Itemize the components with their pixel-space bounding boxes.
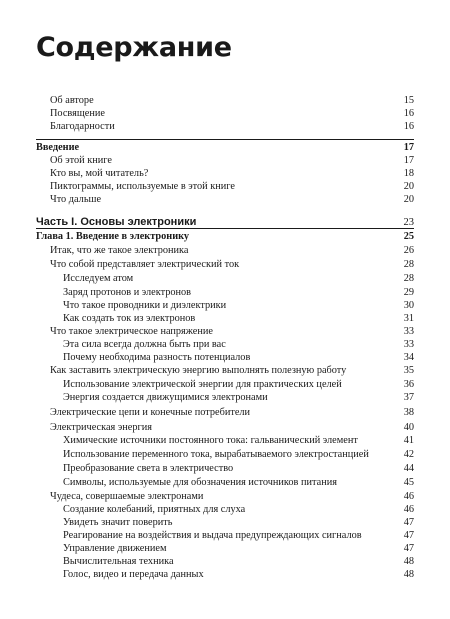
toc-entry (0, 107, 450, 120)
toc-entry (0, 568, 450, 581)
toc-entry (0, 490, 450, 503)
toc-entry (0, 378, 450, 391)
toc-entry-label: Глава 1. Введение в электронику (36, 231, 190, 242)
toc-entry-page-number: 30 (403, 300, 414, 311)
toc-entry (0, 391, 450, 404)
toc-entry (0, 338, 450, 351)
toc-entry (0, 299, 450, 312)
toc-entry-label: Почему необходима разность потенциалов (63, 352, 251, 363)
toc-entry-label: Об авторе (50, 95, 94, 106)
toc-entry-label: Благодарности (50, 121, 115, 132)
toc-entry-page-number: 23 (403, 217, 414, 228)
toc-entry-page-number: 25 (403, 231, 414, 242)
toc-entry-label: Об этой книге (50, 155, 112, 166)
toc-entry (0, 312, 450, 325)
toc-entry-page-number: 41 (403, 435, 414, 446)
toc-entry-label: Управление движением (63, 543, 167, 554)
page-title: Содержание (36, 32, 232, 63)
toc-entry (0, 230, 450, 243)
toc-entry-label: Итак, что же такое электроника (50, 245, 189, 256)
toc-entry-page-number: 45 (403, 477, 414, 488)
toc-entry-page-number: 20 (403, 181, 414, 192)
toc-entry-page-number: 47 (403, 543, 414, 554)
toc-entry-page-number: 28 (403, 259, 414, 270)
toc-entry-page-number: 16 (403, 121, 414, 132)
toc-entry-page-number: 40 (403, 422, 414, 433)
toc-entry-label: Заряд протонов и электронов (63, 287, 192, 298)
toc-entry-label: Электрическая энергия (50, 422, 152, 433)
toc-entry-label: Что такое проводники и диэлектрики (63, 300, 227, 311)
toc-entry (0, 351, 450, 364)
toc-entry (0, 364, 450, 377)
toc-entry-label: Что собой представляет электрический ток (50, 259, 240, 270)
toc-entry-page-number: 17 (403, 142, 414, 153)
toc-entry-label: Введение (36, 142, 80, 153)
toc-entry-label: Что такое электрическое напряжение (50, 326, 213, 337)
toc-entry-label: Исследуем атом (63, 273, 134, 284)
toc-entry (0, 244, 450, 257)
toc-entry-label: Часть I. Основы электроники (36, 216, 197, 228)
toc-entry-label: Преобразование света в электричество (63, 463, 234, 474)
toc-entry (0, 120, 450, 133)
toc-entry (0, 193, 450, 206)
toc-entry-page-number: 36 (403, 379, 414, 390)
toc-entry (0, 167, 450, 180)
toc-entry-label: Использование электрической энергии для практических целей (63, 379, 342, 390)
toc-entry-page-number: 26 (403, 245, 414, 256)
toc-entry-page-number: 38 (403, 407, 414, 418)
toc-entry (0, 516, 450, 529)
toc-entry (0, 555, 450, 568)
toc-entry-page-number: 46 (403, 504, 414, 515)
toc-entry (0, 258, 450, 271)
section-rule (36, 139, 414, 140)
toc-entry (0, 94, 450, 107)
toc-entry-page-number: 18 (403, 168, 414, 179)
toc-entry-page-number: 33 (403, 326, 414, 337)
toc-entry-page-number: 37 (403, 392, 414, 403)
toc-entry (0, 542, 450, 555)
toc-entry (0, 462, 450, 475)
toc-entry (0, 325, 450, 338)
toc-entry-label: Эта сила всегда должна быть при вас (63, 339, 226, 350)
toc-entry (0, 503, 450, 516)
toc-entry-page-number: 17 (403, 155, 414, 166)
toc-entry-label: Пиктограммы, используемые в этой книге (50, 181, 235, 192)
toc-entry-page-number: 31 (403, 313, 414, 324)
toc-entry-label: Что дальше (50, 194, 102, 205)
toc-entry-page-number: 15 (403, 95, 414, 106)
toc-entry-label: Кто вы, мой читатель? (50, 168, 149, 179)
toc-entry-label: Голос, видео и передача данных (63, 569, 204, 580)
toc-entry (0, 286, 450, 299)
toc-entry (0, 154, 450, 167)
toc-entry-page-number: 46 (403, 491, 414, 502)
toc-entry-page-number: 28 (403, 273, 414, 284)
toc-entry (0, 272, 450, 285)
toc-entry-label: Как создать ток из электронов (63, 313, 196, 324)
toc-entry-label: Энергия создается движущимися электронами (63, 392, 268, 403)
toc-entry-page-number: 35 (403, 365, 414, 376)
toc-entry-label: Увидеть значит поверить (63, 517, 173, 528)
toc-entry-page-number: 42 (403, 449, 414, 460)
toc-entry (0, 476, 450, 489)
toc-entry-page-number: 47 (403, 517, 414, 528)
section-rule (36, 228, 414, 229)
toc-entry (0, 448, 450, 461)
toc-entry (0, 406, 450, 419)
toc-entry (0, 141, 450, 154)
toc-entry (0, 180, 450, 193)
toc-entry (0, 529, 450, 542)
toc-entry-label: Химические источники постоянного тока: гальванический элемент (63, 435, 358, 446)
toc-entry-label: Вычислительная техника (63, 556, 174, 567)
toc-entry (0, 434, 450, 447)
toc-entry-label: Использование переменного тока, вырабатываемого электростанцией (63, 449, 369, 460)
toc-entry-label: Как заставить электрическую энергию выполнять полезную работу (50, 365, 347, 376)
toc-entry-page-number: 34 (403, 352, 414, 363)
toc-entry-page-number: 47 (403, 530, 414, 541)
toc-entry-page-number: 16 (403, 108, 414, 119)
toc-entry-page-number: 48 (403, 556, 414, 567)
toc-entry-label: Электрические цепи и конечные потребители (50, 407, 251, 418)
toc-entry (0, 421, 450, 434)
toc-entry-page-number: 20 (403, 194, 414, 205)
toc-entry-label: Символы, используемые для обозначения источников питания (63, 477, 337, 488)
toc-entry-page-number: 44 (403, 463, 414, 474)
toc-entry-label: Создание колебаний, приятных для слуха (63, 504, 246, 515)
toc-entry-page-number: 29 (403, 287, 414, 298)
toc-entry-label: Посвящение (50, 108, 105, 119)
toc-entry-label: Реагирование на воздействия и выдача предупреждающих сигналов (63, 530, 362, 541)
toc-entry-page-number: 48 (403, 569, 414, 580)
toc-entry-page-number: 33 (403, 339, 414, 350)
toc-entry-label: Чудеса, совершаемые электронами (50, 491, 204, 502)
